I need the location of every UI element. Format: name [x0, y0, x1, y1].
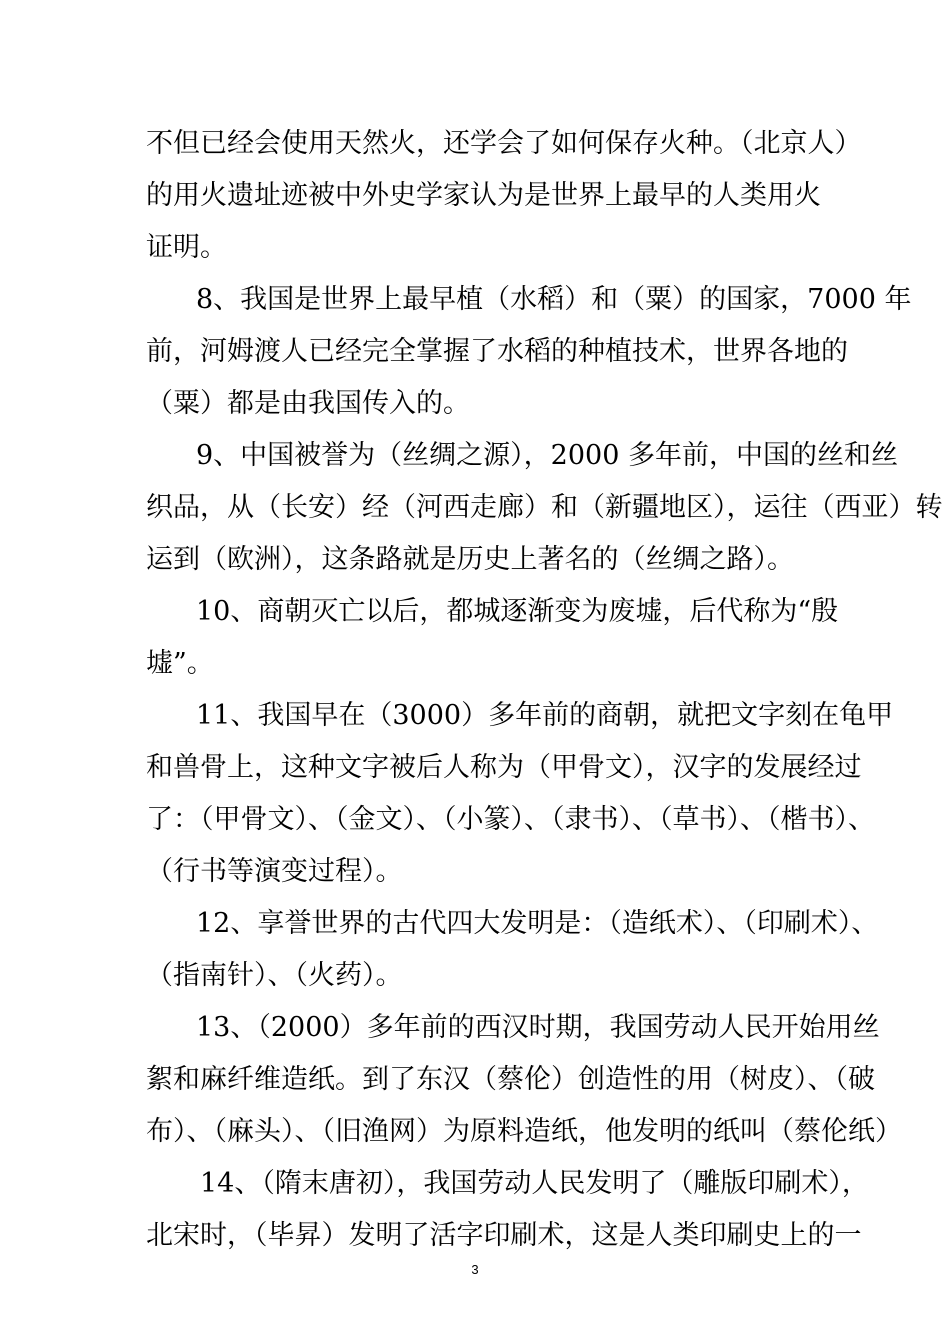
text-line: 北宋时，（毕昇）发明了活字印刷术，这是人类印刷史上的一	[146, 1220, 862, 1251]
text-line: 前，河姆渡人已经完全掌握了水稻的种植技术，世界各地的	[146, 336, 848, 367]
text-line: （粟）都是由我国传入的。	[146, 388, 470, 419]
text-line: 8、我国是世界上最早植（水稻）和（粟）的国家，7000 年	[196, 284, 912, 315]
text-line: 了：（甲骨文）、（金文）、（小篆）、（隶书）、（草书）、（楷书）、	[146, 804, 875, 835]
text-line: 墟”。	[146, 648, 214, 679]
text-line: 12、享誉世界的古代四大发明是：（造纸术）、（印刷术）、	[196, 908, 879, 939]
text-line: 织品，从（长安）经（河西走廊）和（新疆地区），运往（西亚）转	[146, 492, 943, 523]
text-line: 布）、（麻头）、（旧渔网）为原料造纸，他发明的纸叫（蔡伦纸）	[146, 1116, 902, 1147]
text-line: 的用火遗址迹被中外史学家认为是世界上最早的人类用火	[146, 180, 821, 211]
text-line: 运到（欧洲），这条路就是历史上著名的（丝绸之路）。	[146, 544, 794, 575]
text-line: 10、商朝灭亡以后，都城逐渐变为废墟，后代称为“殷	[196, 596, 839, 627]
text-line: 13、（2000）多年前的西汉时期，我国劳动人民开始用丝	[196, 1012, 880, 1043]
text-line: 不但已经会使用天然火，还学会了如何保存火种。（北京人）	[146, 128, 862, 159]
text-line: 絮和麻纤维造纸。到了东汉（蔡伦）创造性的用（树皮）、（破	[146, 1064, 875, 1095]
text-line: 证明。	[146, 232, 227, 263]
text-line: 14、（隋末唐初），我国劳动人民发明了（雕版印刷术），	[200, 1168, 869, 1199]
text-line: 9、中国被誉为（丝绸之源），2000 多年前，中国的丝和丝	[196, 440, 898, 471]
text-line: （行书等演变过程）。	[146, 856, 403, 887]
text-line: 和兽骨上，这种文字被后人称为（甲骨文），汉字的发展经过	[146, 752, 862, 783]
text-line: （指南针）、（火药）。	[146, 960, 403, 991]
page-number: 3	[471, 1262, 479, 1277]
text-line: 11、我国早在（3000）多年前的商朝，就把文字刻在龟甲	[196, 700, 894, 731]
